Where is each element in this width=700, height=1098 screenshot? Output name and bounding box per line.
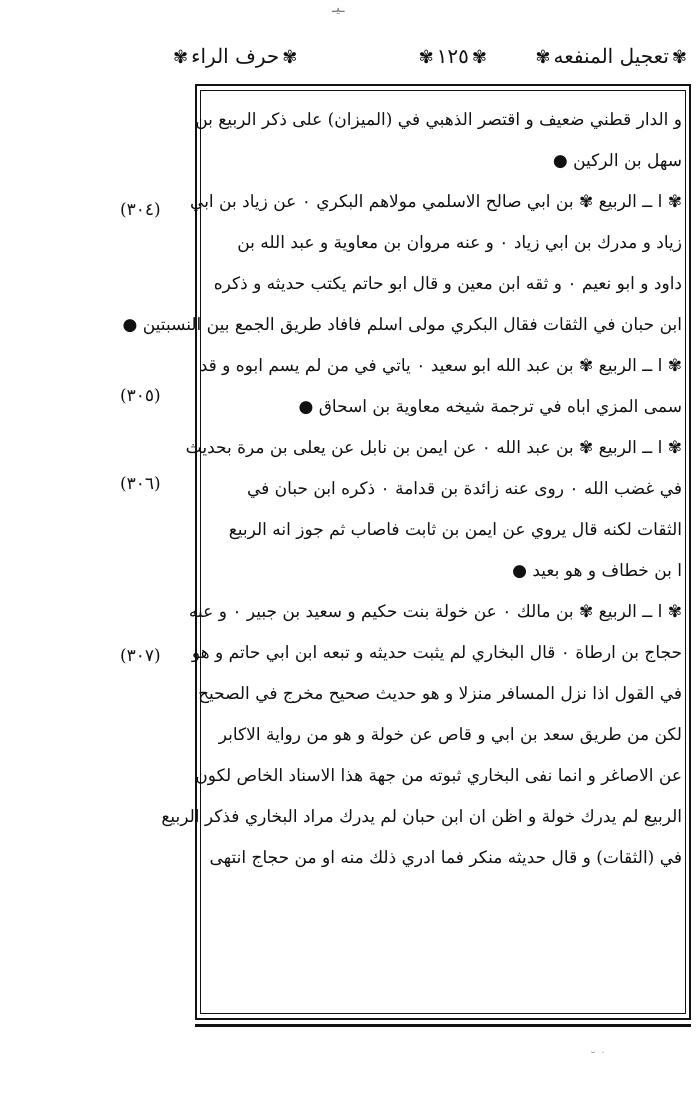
text-line: الثقات لكنه قال يروي عن ايمن بن ثابت فاصاب ثم جوز انه الربيع — [228, 520, 682, 540]
text-line: ✾ ا ــ الربيع ✾ بن عبد الله ابو سعيد ٠ ياتي في من لم يسم ابوه و قد — [199, 356, 682, 376]
text-line: داود و ابو نعيم ٠ و ثقه ابن معين و قال ابو حاتم يكتب حديثه و ذكره — [213, 274, 682, 294]
text-line: ✾ ا ــ الربيع ✾ بن ابي صالح الاسلمي مولاهم البكري ٠ عن زياد بن ابي — [190, 192, 682, 212]
page-frame-bottom-rule — [195, 1024, 691, 1027]
text-line: في القول اذا نزل المسافر منزلا و هو حديث صحيح مخرج في الصحيح — [198, 684, 682, 704]
ornament-icon: ✾ — [471, 47, 487, 68]
text-line: لكن من طريق سعد بن ابي و قاص عن خولة و هو من رواية الاكابر — [218, 725, 682, 745]
ornament-icon: ✾ — [173, 47, 189, 68]
text-line: سمى المزي اباه في ترجمة شيخه معاوية بن اسحاق ● — [298, 397, 682, 417]
text-line: ابن حبان في الثقات فقال البكري مولى اسلم فافاد طريق الجمع بين النسبتين ● — [122, 315, 682, 335]
page-header — [170, 40, 690, 84]
header-page-number — [416, 44, 490, 68]
entry-number-305: (٣٠٥) — [120, 386, 161, 406]
page-number: ١٢٥ — [436, 44, 469, 68]
ornament-icon: ✾ — [282, 47, 298, 68]
ornament-icon: ✾ — [671, 47, 687, 68]
ornament-icon: ✾ — [535, 47, 551, 68]
section-title: حرف الراء — [191, 44, 280, 68]
text-line: ا بن خطاف و هو بعيد ● — [512, 561, 682, 581]
text-line: ✾ ا ــ الربيع ✾ بن عبد الله ٠ عن ايمن بن نابل عن يعلى بن مرة بحديث — [185, 438, 682, 458]
text-line: عن الاصاغر و انما نفى البخاري ثبوته من جهة هذا الاسناد الخاص لكون — [195, 766, 682, 786]
text-line: في (الثقات) و قال حديثه منكر فما ادري ذلك منه او من حجاج انتهى — [209, 848, 682, 868]
top-mark: ـيـ — [332, 0, 345, 16]
header-book-title — [532, 44, 690, 68]
text-line: سهل بن الركين ● — [552, 151, 682, 171]
entry-number-307: (٣٠٧) — [120, 646, 161, 666]
text-line: زياد و مدرك بن ابي زياد ٠ و عنه مروان بن معاوية و عبد الله بن — [237, 233, 682, 253]
text-line: و الدار قطني ضعيف و اقتصر الذهبي في (الميزان) على ذكر الربيع بن — [195, 110, 682, 130]
entry-number-304: (٣٠٤) — [120, 200, 161, 220]
text-line: في غضب الله ٠ روى عنه زائدة بن قدامة ٠ ذكره ابن حبان في — [246, 479, 682, 499]
paper-speck: ˘ ˙ — [590, 1050, 606, 1064]
header-section — [170, 44, 300, 68]
text-line: ✾ ا ــ الربيع ✾ بن مالك ٠ عن خولة بنت حكيم و سعيد بن جبير ٠ و عنه — [188, 602, 682, 622]
ornament-icon: ✾ — [418, 47, 434, 68]
entry-number-306: (٣٠٦) — [120, 474, 161, 494]
book-title: تعجيل المنفعه — [553, 44, 669, 68]
text-line: الربيع لم يدرك خولة و اظن ان ابن حبان لم يدرك مراد البخاري فذكر الربيع — [161, 807, 682, 827]
text-line: حجاج بن ارطاة ٠ قال البخاري لم يثبت حديثه و تبعه ابن ابي حاتم و هو — [191, 643, 682, 663]
